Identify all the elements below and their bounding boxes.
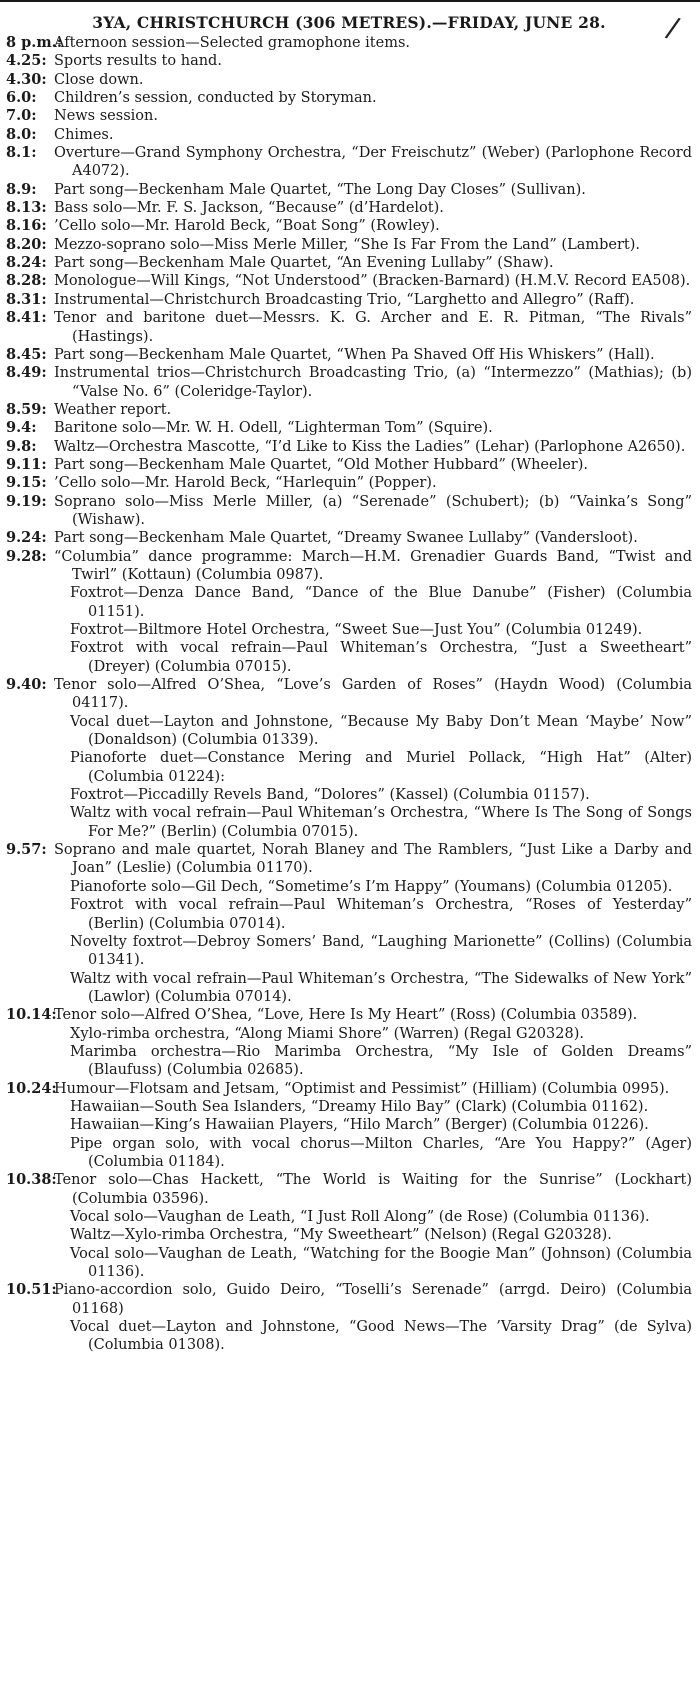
programme-item	[6, 1006, 692, 1024]
programme-time: 8.41:	[6, 309, 47, 327]
programme-item	[6, 804, 692, 841]
programme-time: 9.8:	[6, 437, 37, 455]
programme-description: Tenor and baritone duet—Messrs. K. G. Archer and E. R. Pitman, “The Rivals” (Hastings).	[54, 310, 692, 345]
programme-list	[6, 34, 692, 1355]
programme-item	[6, 878, 692, 896]
programme-description: Instrumental trios—Christchurch Broadcasting Trio, (a) “Intermezzo” (Mathias); (b) “Valse No. 6” (Coleridge-Taylor).	[54, 365, 692, 400]
programme-time: 8.49:	[6, 364, 47, 382]
programme-description: Pianoforte solo—Gil Dech, “Sometime’s I’m Happy” (Youmans) (Columbia 01205).	[70, 878, 673, 895]
programme-item	[6, 456, 692, 474]
programme-time: 10.24:	[6, 1079, 57, 1097]
programme-item	[6, 1245, 692, 1282]
programme-time: 8.24:	[6, 254, 47, 272]
programme-item	[6, 291, 692, 309]
programme-description: Part song—Beckenham Male Quartet, “Old Mother Hubbard” (Wheeler).	[54, 456, 588, 473]
programme-item	[6, 1043, 692, 1080]
programme-item	[6, 71, 692, 89]
programme-description: Foxtrot—Piccadilly Revels Band, “Dolores” (Kassel) (Columbia 01157).	[70, 787, 590, 804]
programme-description: Piano-accordion solo, Guido Deiro, “Toselli’s Serenade” (arrgd. Deiro) (Columbia 01168)	[54, 1282, 692, 1317]
programme-description: Part song—Beckenham Male Quartet, “An Evening Lullaby” (Shaw).	[54, 255, 554, 272]
programme-description: Marimba orchestra—Rio Marimba Orchestra, “My Isle of Golden Dreams” (Blaufuss) (Columbia 02685).	[70, 1043, 692, 1079]
programme-item	[6, 52, 692, 70]
programme-item	[6, 1208, 692, 1226]
programme-item	[6, 438, 692, 456]
programme-time: 8.0:	[6, 125, 37, 143]
programme-item	[6, 676, 692, 713]
programme-description: Instrumental—Christchurch Broadcasting Trio, “Larghetto and Allegro” (Raff).	[54, 291, 635, 308]
programme-item	[6, 1116, 692, 1134]
programme-description: Part song—Beckenham Male Quartet, “When Pa Shaved Off His Whiskers” (Hall).	[54, 346, 655, 363]
programme-item	[6, 548, 692, 585]
programme-description: Vocal duet—Layton and Johnstone, “Good News—The ’Varsity Drag” (de Sylva) (Columbia 01308).	[70, 1319, 692, 1354]
programme-item	[6, 1281, 692, 1318]
programme-description: Foxtrot—Biltmore Hotel Orchestra, “Sweet Sue—Just You” (Columbia 01249).	[70, 622, 643, 638]
programme-time: 8.59:	[6, 400, 47, 418]
programme-description: Xylo-rimba orchestra, “Along Miami Shore” (Warren) (Regal G20328).	[70, 1025, 584, 1042]
programme-description: Baritone solo—Mr. W. H. Odell, “Lighterman Tom” (Squire).	[54, 420, 493, 437]
programme-item	[6, 786, 692, 804]
programme-item	[6, 401, 692, 419]
programme-description: Mezzo-soprano solo—Miss Merle Miller, “She Is Far From the Land” (Lambert).	[54, 236, 640, 253]
programme-description: Part song—Beckenham Male Quartet, “The Long Day Closes” (Sullivan).	[54, 181, 586, 198]
programme-item	[6, 272, 692, 290]
programme-item	[6, 1098, 692, 1116]
programme-item	[6, 419, 692, 437]
programme-time: 9.40:	[6, 676, 47, 694]
programme-item	[6, 1171, 692, 1208]
programme-time: 8.31:	[6, 290, 47, 308]
programme-item	[6, 474, 692, 492]
programme-time: 9.28:	[6, 547, 47, 565]
programme-item	[6, 841, 692, 878]
programme-description: Pipe organ solo, with vocal chorus—Milton Charles, “Are You Happy?” (Ager) (Columbia 01184).	[70, 1135, 692, 1170]
programme-item	[6, 217, 692, 235]
page-title: 3YA, CHRISTCHURCH (306 METRES).—FRIDAY, JUNE 28.	[92, 13, 606, 32]
programme-item	[6, 749, 692, 786]
programme-description: Close down.	[54, 71, 144, 88]
programme-item	[6, 1226, 692, 1244]
programme-item	[6, 896, 692, 933]
programme-item	[6, 364, 692, 401]
programme-item	[6, 933, 692, 970]
programme-description: Foxtrot—Denza Dance Band, “Dance of the Blue Danube” (Fisher) (Columbia 01151).	[70, 585, 692, 620]
programme-item	[6, 1025, 692, 1043]
programme-item	[6, 493, 692, 530]
programme-item	[6, 199, 692, 217]
programme-item	[6, 144, 692, 181]
programme-item	[6, 639, 692, 676]
programme-description: Overture—Grand Symphony Orchestra, “Der Freischutz” (Weber) (Parlophone Record A4072).	[54, 145, 692, 180]
programme-item	[6, 236, 692, 254]
programme-time: 10.38:	[6, 1171, 57, 1189]
programme-description: Foxtrot with vocal refrain—Paul Whiteman’s Orchestra, “Just a Sweetheart” (Dreyer) (Columbia 07015).	[70, 640, 692, 675]
programme-description: Waltz with vocal refrain—Paul Whiteman’s Orchestra, “Where Is The Song of Songs For Me?” (Berlin) (Columbia 07015).	[70, 805, 692, 840]
programme-time: 9.11:	[6, 455, 47, 473]
programme-time: 9.4:	[6, 419, 37, 437]
programme-item	[6, 126, 692, 144]
programme-item	[6, 1080, 692, 1098]
programme-description: Soprano and male quartet, Norah Blaney and The Ramblers, “Just Like a Darby and Joan” (Leslie) (Columbia 01170).	[54, 842, 692, 877]
pencil-mark-icon: /	[663, 10, 683, 45]
programme-description: Tenor solo—Chas Hackett, “The World is Waiting for the Sunrise” (Lockhart) (Columbia 03596).	[54, 1172, 692, 1207]
programme-time: 9.57:	[6, 841, 47, 859]
programme-item	[6, 181, 692, 199]
programme-description: Vocal solo—Vaughan de Leath, “I Just Roll Along” (de Rose) (Columbia 01136).	[70, 1209, 650, 1225]
programme-description: ’Cello solo—Mr. Harold Beck, “Harlequin” (Popper).	[54, 475, 437, 492]
programme-description: Chimes.	[54, 126, 114, 143]
programme-item	[6, 1135, 692, 1172]
programme-item	[6, 346, 692, 364]
programme-item	[6, 34, 692, 52]
programme-time: 9.19:	[6, 492, 47, 510]
programme-time: 8.1:	[6, 144, 37, 162]
top-rule	[0, 0, 700, 2]
programme-description: Tenor solo—Alfred O’Shea, “Love’s Garden of Roses” (Haydn Wood) (Columbia 04117).	[54, 677, 692, 712]
programme-description: “Columbia” dance programme: March—H.M. Grenadier Guards Band, “Twist and Twirl” (Kottaun) (Columbia 0987).	[54, 548, 692, 583]
programme-description: Waltz with vocal refrain—Paul Whiteman’s Orchestra, “The Sidewalks of New York” (Lawlor) (Columbia 07014).	[70, 970, 692, 1005]
programme-time: 8.9:	[6, 180, 37, 198]
programme-description: Humour—Flotsam and Jetsam, “Optimist and Pessimist” (Hilliam) (Columbia 0995).	[54, 1080, 670, 1097]
programme-description: Children’s session, conducted by Storyman.	[54, 90, 377, 107]
programme-item	[6, 621, 692, 639]
programme-item	[6, 713, 692, 750]
programme-item	[6, 970, 692, 1007]
programme-time: 8.28:	[6, 272, 47, 290]
programme-item	[6, 529, 692, 547]
programme-description: Weather report.	[54, 401, 172, 418]
programme-description: Waltz—Orchestra Mascotte, “I’d Like to Kiss the Ladies” (Lehar) (Parlophone A2650).	[54, 438, 686, 455]
programme-description: Sports results to hand.	[54, 53, 222, 70]
programme-time: 9.24:	[6, 529, 47, 547]
programme-item	[6, 89, 692, 107]
programme-description: Novelty foxtrot—Debroy Somers’ Band, “Laughing Marionette” (Collins) (Columbia 01341).	[70, 933, 692, 969]
programme-time: 4.25:	[6, 52, 47, 70]
programme-time: 8 p.m.:	[6, 34, 63, 51]
programme-description: Foxtrot with vocal refrain—Paul Whiteman’s Orchestra, “Roses of Yesterday” (Berlin) (Columbia 07014).	[70, 897, 692, 932]
programme-time: 7.0:	[6, 107, 37, 125]
programme-description: Monologue—Will Kings, “Not Understood” (Bracken-Barnard) (H.M.V. Record EA508).	[54, 273, 691, 290]
programme-description: Hawaiian—King’s Hawaiian Players, “Hilo March” (Berger) (Columbia 01226).	[70, 1117, 649, 1134]
programme-description: Afternoon session—Selected gramophone items.	[54, 35, 410, 51]
programme-time: 4.30:	[6, 70, 47, 88]
programme-time: 6.0:	[6, 89, 37, 107]
programme-time: 10.14:	[6, 1006, 57, 1024]
programme-description: Vocal duet—Layton and Johnstone, “Because My Baby Don’t Mean ‘Maybe’ Now” (Donaldson) (Columbia 01339).	[70, 713, 692, 749]
programme-description: News session.	[54, 108, 158, 125]
programme-description: ’Cello solo—Mr. Harold Beck, “Boat Song” (Rowley).	[54, 218, 440, 235]
programme-item	[6, 254, 692, 272]
programme-description: Pianoforte duet—Constance Mering and Muriel Pollack, “High Hat” (Alter) (Columbia 01224):	[70, 750, 692, 785]
programme-time: 8.13:	[6, 199, 47, 217]
programme-description: Vocal solo—Vaughan de Leath, “Watching for the Boogie Man” (Johnson) (Columbia 01136).	[70, 1245, 692, 1281]
programme-description: Soprano solo—Miss Merle Miller, (a) “Serenade” (Schubert); (b) “Vainka’s Song” (Wishaw).	[54, 493, 692, 528]
programme-time: 8.16:	[6, 217, 47, 235]
programme-time: 9.15:	[6, 474, 47, 492]
programme-time: 8.45:	[6, 345, 47, 363]
programme-description: Bass solo—Mr. F. S. Jackson, “Because” (d’Hardelot).	[54, 200, 444, 217]
programme-item	[6, 107, 692, 125]
programme-item	[6, 309, 692, 346]
programme-time: 10.51:	[6, 1281, 57, 1299]
programme-description: Waltz—Xylo-rimba Orchestra, “My Sweetheart” (Nelson) (Regal G20328).	[70, 1227, 612, 1244]
programme-description: Hawaiian—South Sea Islanders, “Dreamy Hilo Bay” (Clark) (Columbia 01162).	[70, 1098, 649, 1115]
programme-item	[6, 584, 692, 621]
programme-time: 8.20:	[6, 235, 47, 253]
programme-description: Tenor solo—Alfred O’Shea, “Love, Here Is My Heart” (Ross) (Columbia 03589).	[54, 1007, 638, 1024]
programme-description: Part song—Beckenham Male Quartet, “Dreamy Swanee Lullaby” (Vandersloot).	[54, 530, 638, 547]
programme-item	[6, 1318, 692, 1355]
